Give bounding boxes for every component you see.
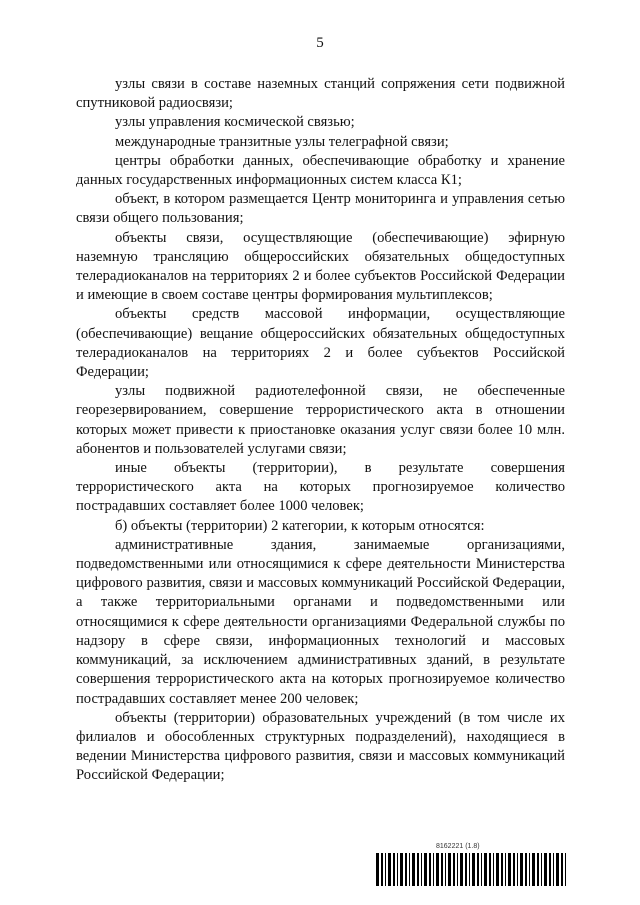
paragraph: административные здания, занимаемые организациями, подведомственными или относящимися к сфере деятельности Министерства цифрового развития, связи и массовых коммуникаций Российской Федерации, а также территориальными органами и подведомственными или относящимися к сфере деятельности организациями Федеральной службы по надзору в сфере связи, информационных технологий и массовых коммуникаций, за исключением административных зданий, в результате совершения террористического акта на которых прогнозируемое количество пострадавших составляет менее 200 человек; xyxy=(76,536,565,707)
paragraph: объект, в котором размещается Центр мониторинга и управления сетью связи общего пользования; xyxy=(76,191,565,227)
paragraph: объекты связи, осуществляющие (обеспечивающие) эфирную наземную трансляцию общероссийских обязательных общедоступных телерадиоканалов на территориях 2 и более субъектов Российской Федерации и имеющие в своем составе центры формирования мультиплексов; xyxy=(76,229,565,304)
document-body xyxy=(76,75,565,786)
paragraph: узлы связи в составе наземных станций сопряжения сети подвижной спутниковой радиосвязи; xyxy=(76,76,565,112)
paragraph: иные объекты (территории), в результате совершения террористического акта на которых прогнозируемое количество пострадавших составляет более 1000 человек; xyxy=(76,460,565,515)
paragraph: объекты (территории) образовательных учреждений (в том числе их филиалов и обособленных структурных подразделений), находящиеся в ведении Министерства цифрового развития, связи и массовых коммуникаций Российской Федерации; xyxy=(76,709,565,784)
barcode-icon xyxy=(376,853,566,886)
page-number: 5 xyxy=(316,35,324,51)
barcode-block xyxy=(376,843,566,887)
paragraph: международные транзитные узлы телеграфной связи; xyxy=(115,133,449,150)
paragraph: узлы управления космической связью; xyxy=(115,114,355,131)
paragraph: центры обработки данных, обеспечивающие обработку и хранение данных государственных информационных систем класса К1; xyxy=(76,152,565,189)
paragraph: б) объекты (территории) 2 категории, к которым относятся: xyxy=(115,517,485,534)
paragraph: объекты средств массовой информации, осуществляющие (обеспечивающие) вещание общероссийских обязательных общедоступных телерадиоканалов на территориях 2 и более субъектов Российской Федерации; xyxy=(76,306,565,381)
paragraph: узлы подвижной радиотелефонной связи, не обеспеченные георезервированием, совершение террористического акта в отношении которых может привести к приостановке оказания услуг связи более 10 млн. абонентов и пользователей услугами связи; xyxy=(76,383,565,457)
barcode-id: 8162221 (1.8) xyxy=(436,843,480,850)
